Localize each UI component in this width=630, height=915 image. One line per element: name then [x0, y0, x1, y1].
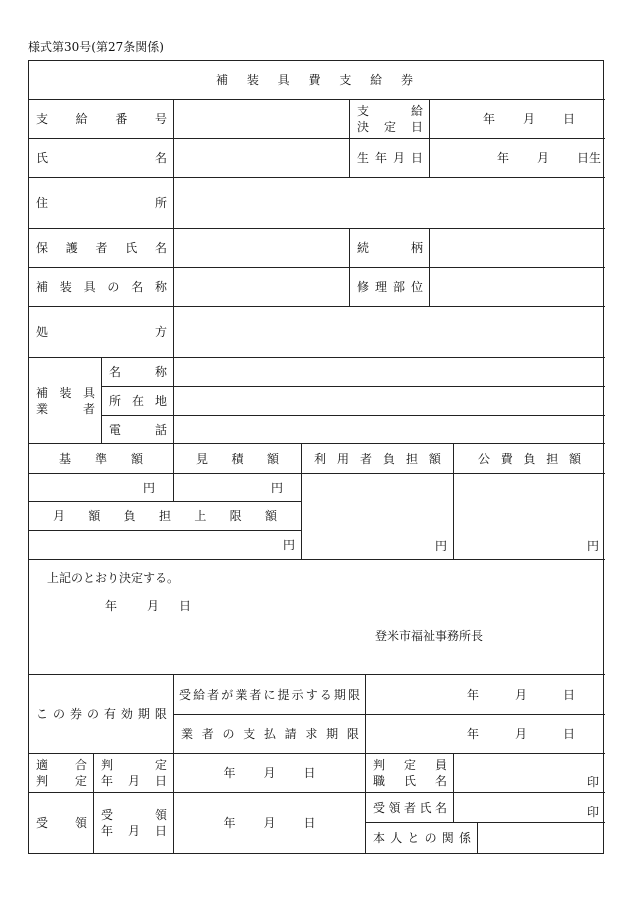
unit-yen: 円 [586, 539, 599, 553]
form-title: 補 装 具 費 支 給 券 [216, 73, 413, 87]
unit-month: 月 [514, 727, 527, 741]
unit-day: 日 [562, 727, 575, 741]
label-juryo: 受 領 [29, 792, 93, 853]
unit-day: 日 [562, 112, 575, 126]
label-gyosha-denwa: 電 話 [101, 415, 173, 443]
label-kohi-futan: 公 費 負 担 額 [453, 443, 605, 473]
field-jusho[interactable] [173, 177, 605, 228]
label-zokugara: 続 柄 [349, 228, 429, 267]
unit-month: 月 [263, 816, 276, 830]
unit-birth-day: 日生 [576, 151, 601, 165]
seal-mark: 印 [586, 805, 599, 819]
field-shoho[interactable] [173, 306, 605, 357]
field-kijun-gaku[interactable] [29, 473, 173, 501]
field-shikyu-bango[interactable] [173, 99, 349, 138]
unit-yen: 円 [434, 539, 447, 553]
field-teiji-kigen[interactable] [365, 674, 605, 714]
label-riyosha-futan: 利 用 者 負 担 額 [301, 443, 453, 473]
field-gyosha-shozaichi[interactable] [173, 386, 605, 415]
label-gyosha-meisho: 名 称 [101, 357, 173, 386]
unit-yen: 円 [270, 480, 283, 495]
label-hanteiin-line2: 職 氏 名 [373, 774, 447, 788]
label-tekigo-hantei [29, 753, 93, 792]
field-getsugaku-jogen[interactable] [29, 530, 301, 559]
field-kettei-bi[interactable] [429, 99, 605, 138]
label-juryosha: 受 領 者 氏 名 [365, 792, 453, 822]
field-shimei[interactable] [173, 138, 349, 177]
seal-mark: 印 [586, 775, 599, 789]
field-hantei-bi[interactable] [173, 753, 365, 792]
label-gyosha-line1: 補 装 具 [36, 385, 95, 400]
label-tekigo-line2: 判 定 [36, 774, 87, 788]
label-gyosha-shozaichi: 所 在 地 [101, 386, 173, 415]
label-shoho: 処 方 [29, 306, 173, 357]
unit-year: 年 [496, 151, 509, 165]
unit-year: 年 [223, 816, 236, 830]
label-seinengappi: 生 年 月 日 [349, 138, 429, 177]
unit-day: 日 [303, 816, 316, 830]
label-jusho: 住 所 [29, 177, 173, 228]
label-gyosha-line2: 業 者 [36, 401, 95, 416]
field-juryo-bi[interactable] [173, 792, 365, 853]
label-shikyu-bango: 支 給 番 号 [29, 99, 173, 138]
unit-year: 年 [466, 727, 479, 741]
field-mitsumori-gaku[interactable] [173, 473, 301, 501]
label-kettei-bi-line2: 決 定 日 [357, 120, 423, 134]
decision-text: 上記のとおり決定する。 [47, 571, 180, 585]
field-hanteiin[interactable] [453, 753, 605, 792]
voucher-form [28, 60, 604, 854]
label-juryo-bi-line1: 受 領 [101, 808, 167, 822]
office-name: 登米市福祉事務所長 [375, 629, 484, 643]
label-gyosha [29, 357, 101, 443]
field-gyosha-meisho[interactable] [173, 357, 605, 386]
unit-yen: 円 [282, 538, 295, 552]
unit-yen: 円 [142, 480, 155, 495]
label-hogosha-shimei: 保 護 者 氏 名 [29, 228, 173, 267]
label-juryo-bi [93, 792, 173, 853]
field-shuri-bui[interactable] [429, 267, 605, 306]
field-seikyu-kigen[interactable] [365, 714, 605, 753]
label-tekigo-line1: 適 合 [36, 758, 87, 772]
unit-month: 月 [536, 151, 549, 165]
label-hosogu-meisho: 補 装 具 の 名 称 [29, 267, 173, 306]
label-hantei-line2: 年 月 日 [101, 774, 167, 788]
unit-year: 年 [466, 687, 479, 702]
field-honnin-kankei[interactable] [477, 822, 605, 853]
unit-month: 月 [522, 112, 535, 126]
unit-month: 月 [514, 687, 527, 702]
unit-month: 月 [263, 766, 276, 780]
label-shuri-bui: 修 理 部 位 [349, 267, 429, 306]
label-kijun-gaku: 基 準 額 [29, 443, 173, 473]
label-yuko-kigen: こ の 券 の 有 効 期 限 [29, 674, 173, 753]
label-shimei: 氏 名 [29, 138, 173, 177]
label-getsugaku-jogen: 月 額 負 担 上 限 額 [29, 501, 301, 530]
label-mitsumori-gaku: 見 積 額 [173, 443, 301, 473]
field-hosogu-meisho[interactable] [173, 267, 349, 306]
label-seikyu-kigen: 業 者 の 支 払 請 求 期 限 [173, 714, 365, 753]
decision-month-unit: 月 [147, 599, 160, 613]
field-riyosha-futan[interactable] [301, 473, 453, 559]
label-hanteiin [365, 753, 453, 792]
label-hanteiin-line1: 判 定 員 [373, 758, 447, 772]
field-gyosha-denwa[interactable] [173, 415, 605, 443]
form-number: 様式第30号(第27条関係) [28, 40, 164, 54]
label-hantei-line1: 判 定 [101, 758, 167, 772]
field-kohi-futan[interactable] [453, 473, 605, 559]
label-teiji-kigen: 受 給 者 が 業 者 に 提 示 す る 期 限 [173, 674, 365, 714]
unit-day: 日 [303, 766, 316, 780]
unit-year: 年 [482, 112, 495, 126]
decision-block [29, 559, 605, 674]
label-juryo-bi-line2: 年 月 日 [101, 824, 167, 838]
decision-year-unit: 年 [105, 599, 118, 613]
field-juryosha[interactable] [453, 792, 605, 822]
label-hantei-bi [93, 753, 173, 792]
unit-year: 年 [223, 766, 236, 780]
field-hogosha-shimei[interactable] [173, 228, 349, 267]
unit-day: 日 [562, 687, 575, 702]
label-kettei-bi-line1: 支 給 [357, 104, 423, 118]
decision-day-unit: 日 [179, 599, 192, 613]
label-honnin-kankei: 本 人 と の 関 係 [365, 822, 477, 853]
label-kettei-bi [349, 99, 429, 138]
field-zokugara[interactable] [429, 228, 605, 267]
field-seinengappi[interactable] [429, 138, 605, 177]
